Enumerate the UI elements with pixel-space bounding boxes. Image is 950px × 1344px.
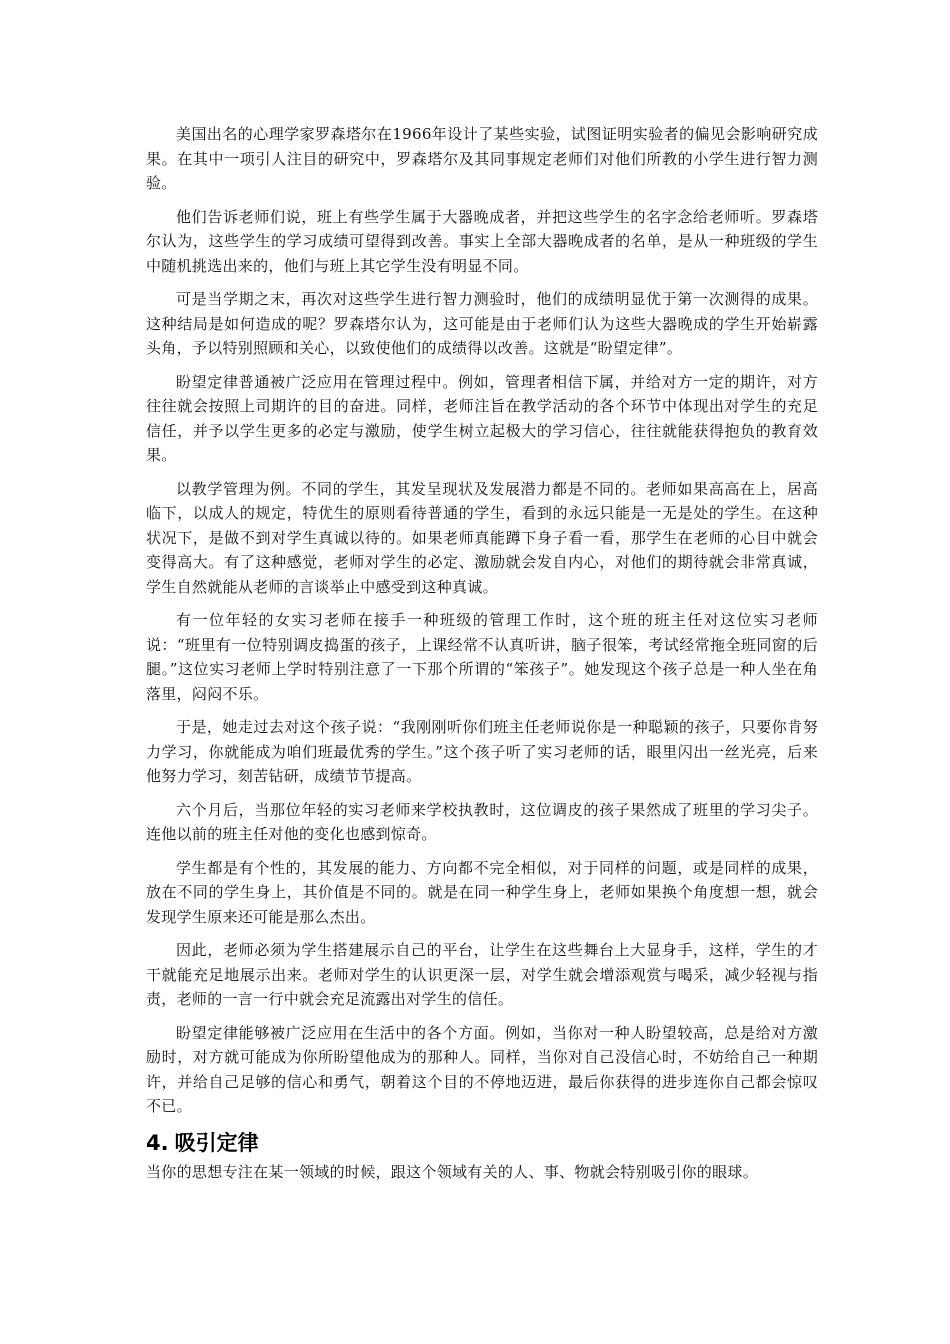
section-heading xyxy=(146,1128,818,1158)
section-intro: 当你的思想专注在某一领域的时候，跟这个领域有关的人、事、物就会特别吸引你的眼球。 xyxy=(146,1162,759,1181)
paragraph: 美国出名的心理学家罗森塔尔在1966年设计了某些实验，试图证明实验者的偏见会影响研究成果。在其中一项引人注目的研究中，罗森塔尔及其同事规定老师们对他们所教的小学生进行智力测验。 xyxy=(146,125,818,192)
paragraph: 因此，老师必须为学生搭建展示自己的平台，让学生在这些舞台上大显身手，这样，学生的才干就能充足地展示出来。老师对学生的认识更深一层，对学生就会增添观赏与喝采，减少轻视与指责，老师的一言一行中就会充足流露出对学生的信任。 xyxy=(146,941,818,1008)
paragraph: 于是，她走过去对这个孩子说：“我刚刚听你们班主任老师说你是一种聪颖的孩子，只要你肯努力学习，你就能成为咱们班最优秀的学生。”这个孩子听了实习老师的话，眼里闪出一丝光亮，后来他努力学习，刻苦钻研，成绩节节提高。 xyxy=(146,718,818,785)
document-body xyxy=(146,122,818,1193)
paragraph: 他们告诉老师们说，班上有些学生属于大器晚成者，并把这些学生的名字念给老师听。罗森塔尔认为，这些学生的学习成绩可望得到改善。事实上全部大器晚成者的名单，是从一种班级的学生中随机挑选出来的，他们与班上其它学生没有明显不同。 xyxy=(146,207,818,275)
paragraph: 以教学管理为例。不同的学生，其发呈现状及发展潜力都是不同的。老师如果高高在上，居高临下，以成人的规定，特优生的原则看待普通的学生，看到的永远只能是一无是处的学生。在这种状况下，是做不到对学生真诚以待的。如果老师真能蹲下身子看一看，那学生在老师的心目中就会变得高大。有了这种感觉，老师对学生的必定、激励就会发自内心，对他们的期待就会非常真诚，学生自然就能从老师的言谈举止中感受到这种真诚。 xyxy=(146,479,818,596)
section-title: 吸引定律 xyxy=(174,1130,259,1155)
paragraph: 有一位年轻的女实习老师在接手一种班级的管理工作时，这个班的班主任对这位实习老师说：“班里有一位特别调皮捣蛋的孩子，上课经常不认真听讲，脑子很笨，考试经常拖全班同窗的后腿。”这位实习老师上学时特别注意了一下那个所谓的“笨孩子”。她发现这个孩子总是一种人坐在角落里，闷闷不乐。 xyxy=(146,611,818,703)
section-number: 4. xyxy=(146,1130,169,1155)
paragraph: 六个月后，当那位年轻的实习老师来学校执教时，这位调皮的孩子果然成了班里的学习尖子。连他以前的班主任对他的变化也感到惊奇。 xyxy=(146,800,818,843)
paragraph: 盼望定律普通被广泛应用在管理过程中。例如，管理者相信下属，并给对方一定的期许，对方往往就会按照上司期许的目的奋进。同样，老师注旨在教学活动的各个环节中体现出对学生的充足信任，并予以学生更多的必定与激励，使学生树立起极大的学习信心，往往就能获得抱负的教育效果。 xyxy=(146,372,818,464)
paragraph: 学生都是有个性的，其发展的能力、方向都不完全相似，对于同样的问题，或是同样的成果，放在不同的学生身上，其价值是不同的。就是在同一种学生身上，老师如果换个角度想一想，就会发现学生原来还可能是那么杰出。 xyxy=(146,858,818,926)
paragraph: 盼望定律能够被广泛应用在生活中的各个方面。例如，当你对一种人盼望较高，总是给对方激励时，对方就可能成为你所盼望他成为的那种人。同样，当你对自己没信心时，不妨给自己一种期许，并给自己足够的信心和勇气，朝着这个目的不停地迈进，最后你获得的进步连你自己都会惊叹不已。 xyxy=(146,1023,818,1115)
paragraph: 可是当学期之末，再次对这些学生进行智力测验时，他们的成绩明显优于第一次测得的成果。这种结局是如何造成的呢？罗森塔尔认为，这可能是由于老师们认为这些大器晚成的学生开始崭露头角，予以特别照顾和关心，以致使他们的成绩得以改善。这就是“盼望定律”。 xyxy=(146,290,818,357)
